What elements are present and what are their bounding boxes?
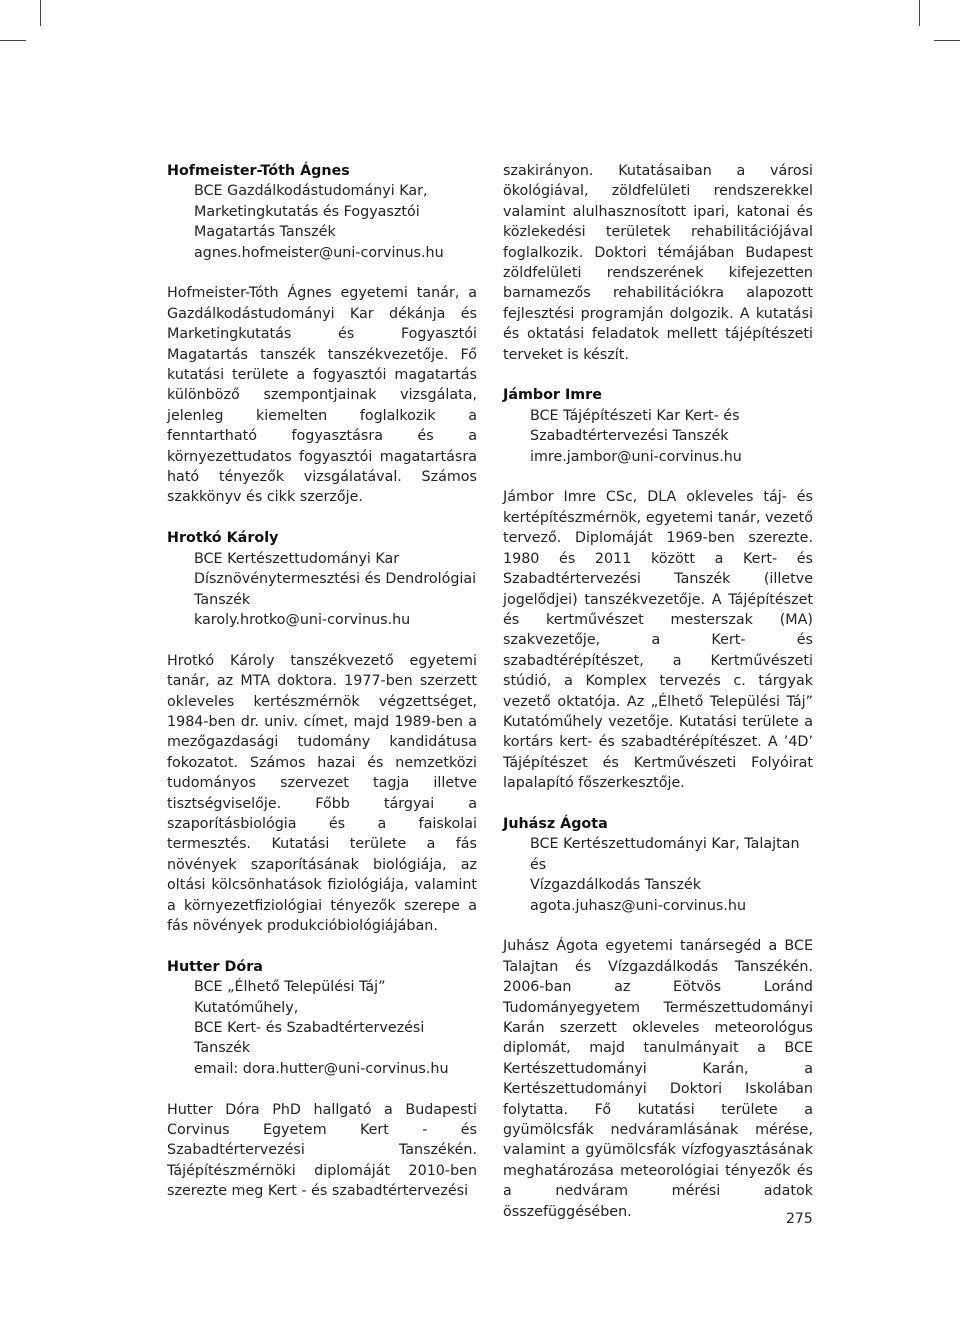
right-column <box>503 161 813 1222</box>
author-name: Jámbor Imre <box>503 387 602 404</box>
author-affiliation <box>167 549 477 631</box>
crop-mark-top-left-horizontal <box>0 40 26 41</box>
author-entry <box>503 814 813 1222</box>
crop-mark-top-left-vertical <box>40 0 41 26</box>
author-email[interactable]: karoly.hrotko@uni-corvinus.hu <box>194 611 411 628</box>
author-entry <box>503 385 813 793</box>
author-name: Juhász Ágota <box>503 815 608 832</box>
author-affiliation <box>167 977 477 1079</box>
affiliation-line: BCE Tájépítészeti Kar Kert- és <box>530 407 740 424</box>
author-email[interactable]: agnes.hofmeister@uni-corvinus.hu <box>194 244 444 261</box>
left-column <box>167 161 477 1202</box>
affiliation-line: BCE Kertészettudományi Kar <box>194 550 400 567</box>
affiliation-line: BCE Gazdálkodástudományi Kar, <box>194 183 428 200</box>
author-email[interactable]: imre.jambor@uni-corvinus.hu <box>530 448 742 465</box>
author-bio: Hofmeister-Tóth Ágnes egyetemi tanár, a Gazdálkodástudományi Kar dékánja és Marketingkutatás és Fogyasztói Magatartás tanszék tanszékvezetője. Fő kutatási területe a fogyasztói magatartás különböző szempontjainak vizsgálata, jelenleg kiemelten foglalkozik a fenntartható fogyasztásra és a környezettudatos fogyasztói magatartásra ható tényezők vizsgálatával. Számos szakkönyv és cikk szerzője. <box>167 285 477 506</box>
author-bio: Hutter Dóra PhD hallgató a Budapesti Corvinus Egyetem Kert - és Szabadtértervezési Tanszékén. Tájépítészmérnöki diplomáját 2010-ben szerezte meg Kert - és szabadtértervezési <box>167 1101 477 1200</box>
affiliation-line: Tanszék <box>194 591 251 608</box>
author-bio: Jámbor Imre CSc, DLA okleveles táj- és kertépítészmérnök, egyetemi tanár, vezető tervező. Diplomáját 1969-ben szerezte. 1980 és 2011 között a Kert- és Szabadtértervezési Tanszék (illetve jogelődjei) tanszékvezetője. A Tájépítészet és kertművészet mesterszak (MA) szakvezetője, a Kert- és szabadtérépítészet, a Kertművészeti stúdió, a Komplex tervezés c. tárgyak vezető oktatója. Az „Élhető Települési Táj” Kutatóműhely vezetője. Kutatási területe a kortárs kert- és szabadtérépítészet. A ’4D’ Tájépítészet és Kertművészeti Folyóirat lapalapító főszerkesztője. <box>503 489 813 792</box>
affiliation-line: BCE „Élhető Települési Táj” Kutatóműhely, <box>194 979 386 1016</box>
author-email[interactable]: agota.juhasz@uni-corvinus.hu <box>530 897 747 914</box>
affiliation-line: Marketingkutatás és Fogyasztói <box>194 203 420 220</box>
author-affiliation <box>167 181 477 263</box>
affiliation-line: Dísznövénytermesztési és Dendrológiai <box>194 571 477 588</box>
author-affiliation <box>503 406 813 467</box>
author-entry <box>167 161 477 508</box>
author-affiliation <box>503 834 813 916</box>
page-number: 275 <box>786 1211 813 1227</box>
affiliation-line: Szabadtértervezési Tanszék <box>530 428 729 445</box>
author-name: Hutter Dóra <box>167 958 263 975</box>
author-entry <box>167 957 477 1202</box>
author-bio: Hrotkó Károly tanszékvezető egyetemi tanár, az MTA doktora. 1977-ben szerzett okleveles kertészmérnök végzettséget, 1984-ben dr. univ. címet, majd 1989-ben a mezőgazdasági tudomány kandidátusa fokozatot. Számos hazai és nemzetközi tudományos szervezet tagja illetve tisztségviselője. Főbb tárgyai a szaporításbiológia és a faiskolai termesztés. Kutatási területe a fás növények szaporításának biológiája, az oltási kölcsönhatások fiziológiája, valamint a környezetfiziológiai tényezők szerepe a fás növények produkcióbiológiájában. <box>167 652 477 934</box>
crop-mark-top-right-vertical <box>919 0 920 26</box>
affiliation-line: Vízgazdálkodás Tanszék <box>530 877 701 894</box>
author-name: Hrotkó Károly <box>167 530 279 547</box>
affiliation-line: BCE Kertészettudományi Kar, Talajtan és <box>530 836 800 873</box>
author-email[interactable]: email: dora.hutter@uni-corvinus.hu <box>194 1060 449 1077</box>
author-entry <box>167 528 477 936</box>
author-name: Hofmeister-Tóth Ágnes <box>167 163 350 179</box>
crop-mark-top-right-horizontal <box>934 40 960 41</box>
affiliation-line: Magatartás Tanszék <box>194 224 336 241</box>
affiliation-line: BCE Kert- és Szabadtértervezési Tanszék <box>194 1020 425 1057</box>
bio-continuation: szakirányon. Kutatásaiban a városi ökológiával, zöldfelületi rendszerekkel valamint alulhasznosított ipari, katonai és közlekedési területek rehabilitációjával foglalkozik. Doktori témájában Budapest zöldfelületi rendszerének kifejezetten barnamezős rehabilitációkra alapozott fejlesztési programján dolgozik. A kutatási és oktatási feladatok mellett tájépítészeti terveket is készít. <box>503 163 813 363</box>
author-bio: Juhász Ágota egyetemi tanársegéd a BCE Talajtan és Vízgazdálkodás Tanszékén. 2006-ban az Eötvös Loránd Tudományegyetem Természettudományi Karán szerzett okleveles meteorológus diplomát, majd tanulmányait a BCE Kertészettudományi Karán, a Kertészettudományi Doktori Iskolában folytatta. Fő kutatási területe a gyümölcsfák nedváramlásának mérése, valamint a gyümölcsfák vízfogyasztásának meghatározása meteorológiai tényezők és a nedváram mérési adatok összefüggésében. <box>503 938 813 1220</box>
